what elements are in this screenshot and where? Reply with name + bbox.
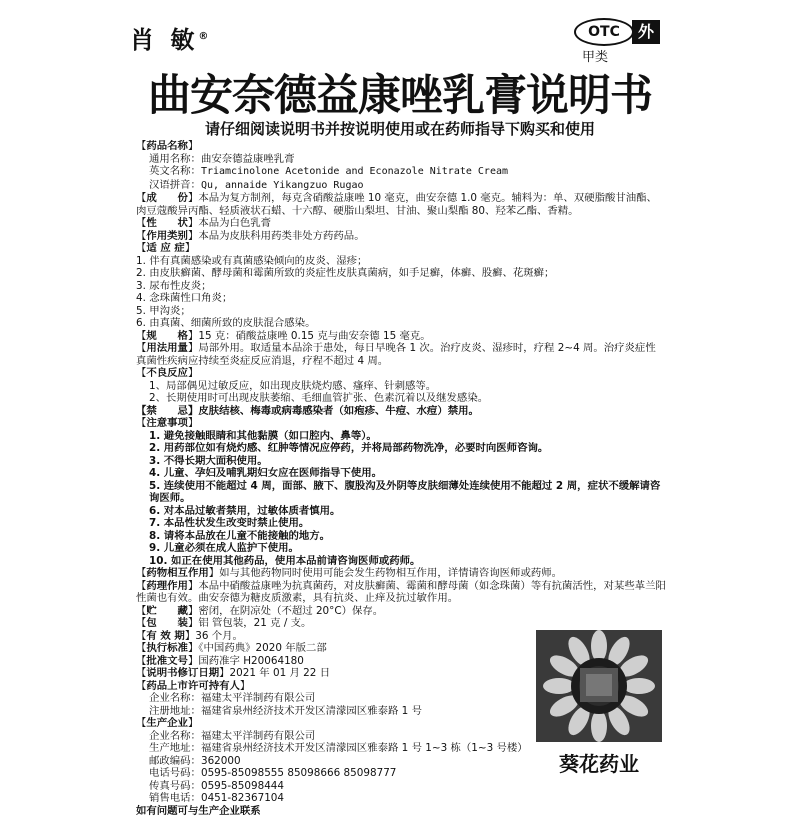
leaflet-sheet (120, 0, 680, 800)
external-use-badge: 外 (632, 20, 660, 44)
footer-contact: 如有问题可与生产企业联系 (136, 805, 666, 817)
indication-item: 3. 尿布性皮炎； (136, 280, 666, 293)
adverse-item: 2、长期使用时可出现皮肤萎缩、毛细血管扩张、色素沉着以及继发感染。 (136, 392, 666, 405)
generic-name-row: 通用名称：曲安奈德益康唑乳膏 (136, 153, 666, 166)
note-item: 4. 儿童、孕妇及哺乳期妇女应在医师指导下使用。 (136, 467, 666, 480)
section-approval: 【批准文号】国药准字 H20064180 (136, 655, 666, 668)
note-item: 8. 请将本品放在儿童不能接触的地方。 (136, 530, 666, 543)
section-character: 【性 状】本品为白色乳膏 (136, 217, 666, 230)
note-item: 6. 对本品过敏者禁用，过敏体质者慎用。 (136, 505, 666, 518)
section-indications: 【适 应 症】 (136, 242, 666, 255)
section-contraindications: 【禁 忌】皮肤结核、梅毒或病毒感染者（如疱疹、牛痘、水痘）禁用。 (136, 405, 666, 418)
note-item: 5. 连续使用不能超过 4 周，面部、腋下、腹股沟及外阴等皮肤细薄处连续使用不能超过 2 周，症状不缓解请咨询医师。 (136, 480, 666, 505)
section-standard: 【执行标准】《中国药典》2020 年版二部 (136, 642, 666, 655)
producer-fax-row: 传真号码：0595-85098444 (136, 780, 666, 793)
page-subtitle: 请仔细阅读说明书并按说明使用或在药师指导下购买和使用 (120, 118, 680, 139)
section-adverse: 【不良反应】 (136, 367, 666, 380)
producer-phone-row: 电话号码：0595-85098555 85098666 85098777 (136, 767, 666, 780)
section-drug-name: 【药品名称】 (136, 140, 666, 153)
section-package: 【包 装】铝 管包装，21 克 / 支。 (136, 617, 666, 630)
note-item: 3. 不得长期大面积使用。 (136, 455, 666, 468)
note-item: 9. 儿童必须在成人监护下使用。 (136, 542, 666, 555)
indication-item: 2. 由皮肤癣菌、酵母菌和霉菌所致的炎症性皮肤真菌病，如手足癣，体癣、股癣、花斑癣； (136, 267, 666, 280)
holder-address-row: 注册地址：福建省泉州经济技术开发区清濛园区雅泰路 1 号 (136, 705, 666, 718)
section-interaction: 【药物相互作用】如与其他药物同时使用可能会发生药物相互作用，详情请咨询医师或药师。 (136, 567, 666, 580)
indication-item: 1. 伴有真菌感染或有真菌感染倾向的皮炎、湿疹； (136, 255, 666, 268)
section-holder: 【药品上市许可持有人】 (136, 680, 666, 693)
section-usage: 【用法用量】局部外用。取适量本品涂于患处，每日早晚各 1 次。治疗皮炎、湿疹时，疗程 2~4 周。治疗炎症性真菌性疾病应持续至炎症反应消退，疗程不超过 4 周。 (136, 342, 666, 367)
note-item: 1. 避免接触眼睛和其他黏膜（如口腔内、鼻等）。 (136, 430, 666, 443)
note-item: 7. 本品性状发生改变时禁止使用。 (136, 517, 666, 530)
company-logo: 葵花药业 (536, 748, 662, 777)
producer-zip-row: 邮政编码：362000 (136, 755, 666, 768)
registered-mark: ® (198, 31, 208, 42)
note-item: 10. 如正在使用其他药品，使用本品前请咨询医师或药师。 (136, 555, 666, 568)
section-spec: 【规 格】15 克：硝酸益康唑 0.15 克与曲安奈德 15 毫克。 (136, 330, 666, 343)
sunflower-icon (536, 630, 662, 742)
adverse-item: 1、局部偶见过敏反应，如出现皮肤烧灼感、瘙痒、针刺感等。 (136, 380, 666, 393)
section-producer: 【生产企业】 (136, 717, 666, 730)
producer-address-row: 生产地址：福建省泉州经济技术开发区清濛园区雅泰路 1 号 1~3 栋（1~3 号楼） (136, 742, 666, 755)
section-pharmacology: 【药理作用】本品中硝酸益康唑为抗真菌药，对皮肤癣菌、霉菌和酵母菌（如念珠菌）等有抗菌活性，对某些革兰阳性菌也有效。曲安奈德为糖皮质激素，具有抗炎、止痒及抗过敏作用。 (136, 580, 666, 605)
page-title: 曲安奈德益康唑乳膏说明书 (120, 62, 680, 123)
indication-item: 5. 甲沟炎； (136, 305, 666, 318)
section-validity: 【有 效 期】36 个月。 (136, 630, 666, 643)
section-storage: 【贮 藏】密闭，在阴凉处（不超过 20°C）保存。 (136, 605, 666, 618)
pinyin-row: 汉语拼音：Qu, annaide Yikangzuo Rugao (136, 179, 666, 193)
class-a-label: 甲类 (582, 46, 608, 65)
note-item: 2. 用药部位如有烧灼感、红肿等情况应停药，并将局部药物洗净，必要时向医师咨询。 (136, 442, 666, 455)
section-notes: 【注意事项】 (136, 417, 666, 430)
sunflower-photo (536, 630, 662, 742)
producer-sales-row: 销售电话：0451-82367104 (136, 792, 666, 805)
section-composition: 【成 份】本品为复方制剂，每克含硝酸益康唑 10 毫克，曲安奈德 1.0 毫克。辅料为：单、双硬脂酸甘油酯、肉豆蔻酸异丙酯、轻质液状石蜡、十六醇、硬脂山梨坦、甘油、聚山梨酯 80、羟苯乙酯、香精。 (136, 192, 666, 217)
otc-badge: OTC (574, 18, 634, 46)
section-category: 【作用类别】本品为皮肤科用药类非处方药药品。 (136, 230, 666, 243)
indication-item: 4. 念珠菌性口角炎； (136, 292, 666, 305)
english-name-row: 英文名称：Triamcinolone Acetonide and Econazole Nitrate Cream (136, 165, 666, 179)
producer-name-row: 企业名称：福建太平洋制药有限公司 (136, 730, 666, 743)
brand-name: 肖 敏® (130, 20, 208, 55)
section-revision: 【说明书修订日期】2021 年 01 月 22 日 (136, 667, 666, 680)
holder-name-row: 企业名称：福建太平洋制药有限公司 (136, 692, 666, 705)
indication-item: 6. 由真菌、细菌所致的皮肤混合感染。 (136, 317, 666, 330)
